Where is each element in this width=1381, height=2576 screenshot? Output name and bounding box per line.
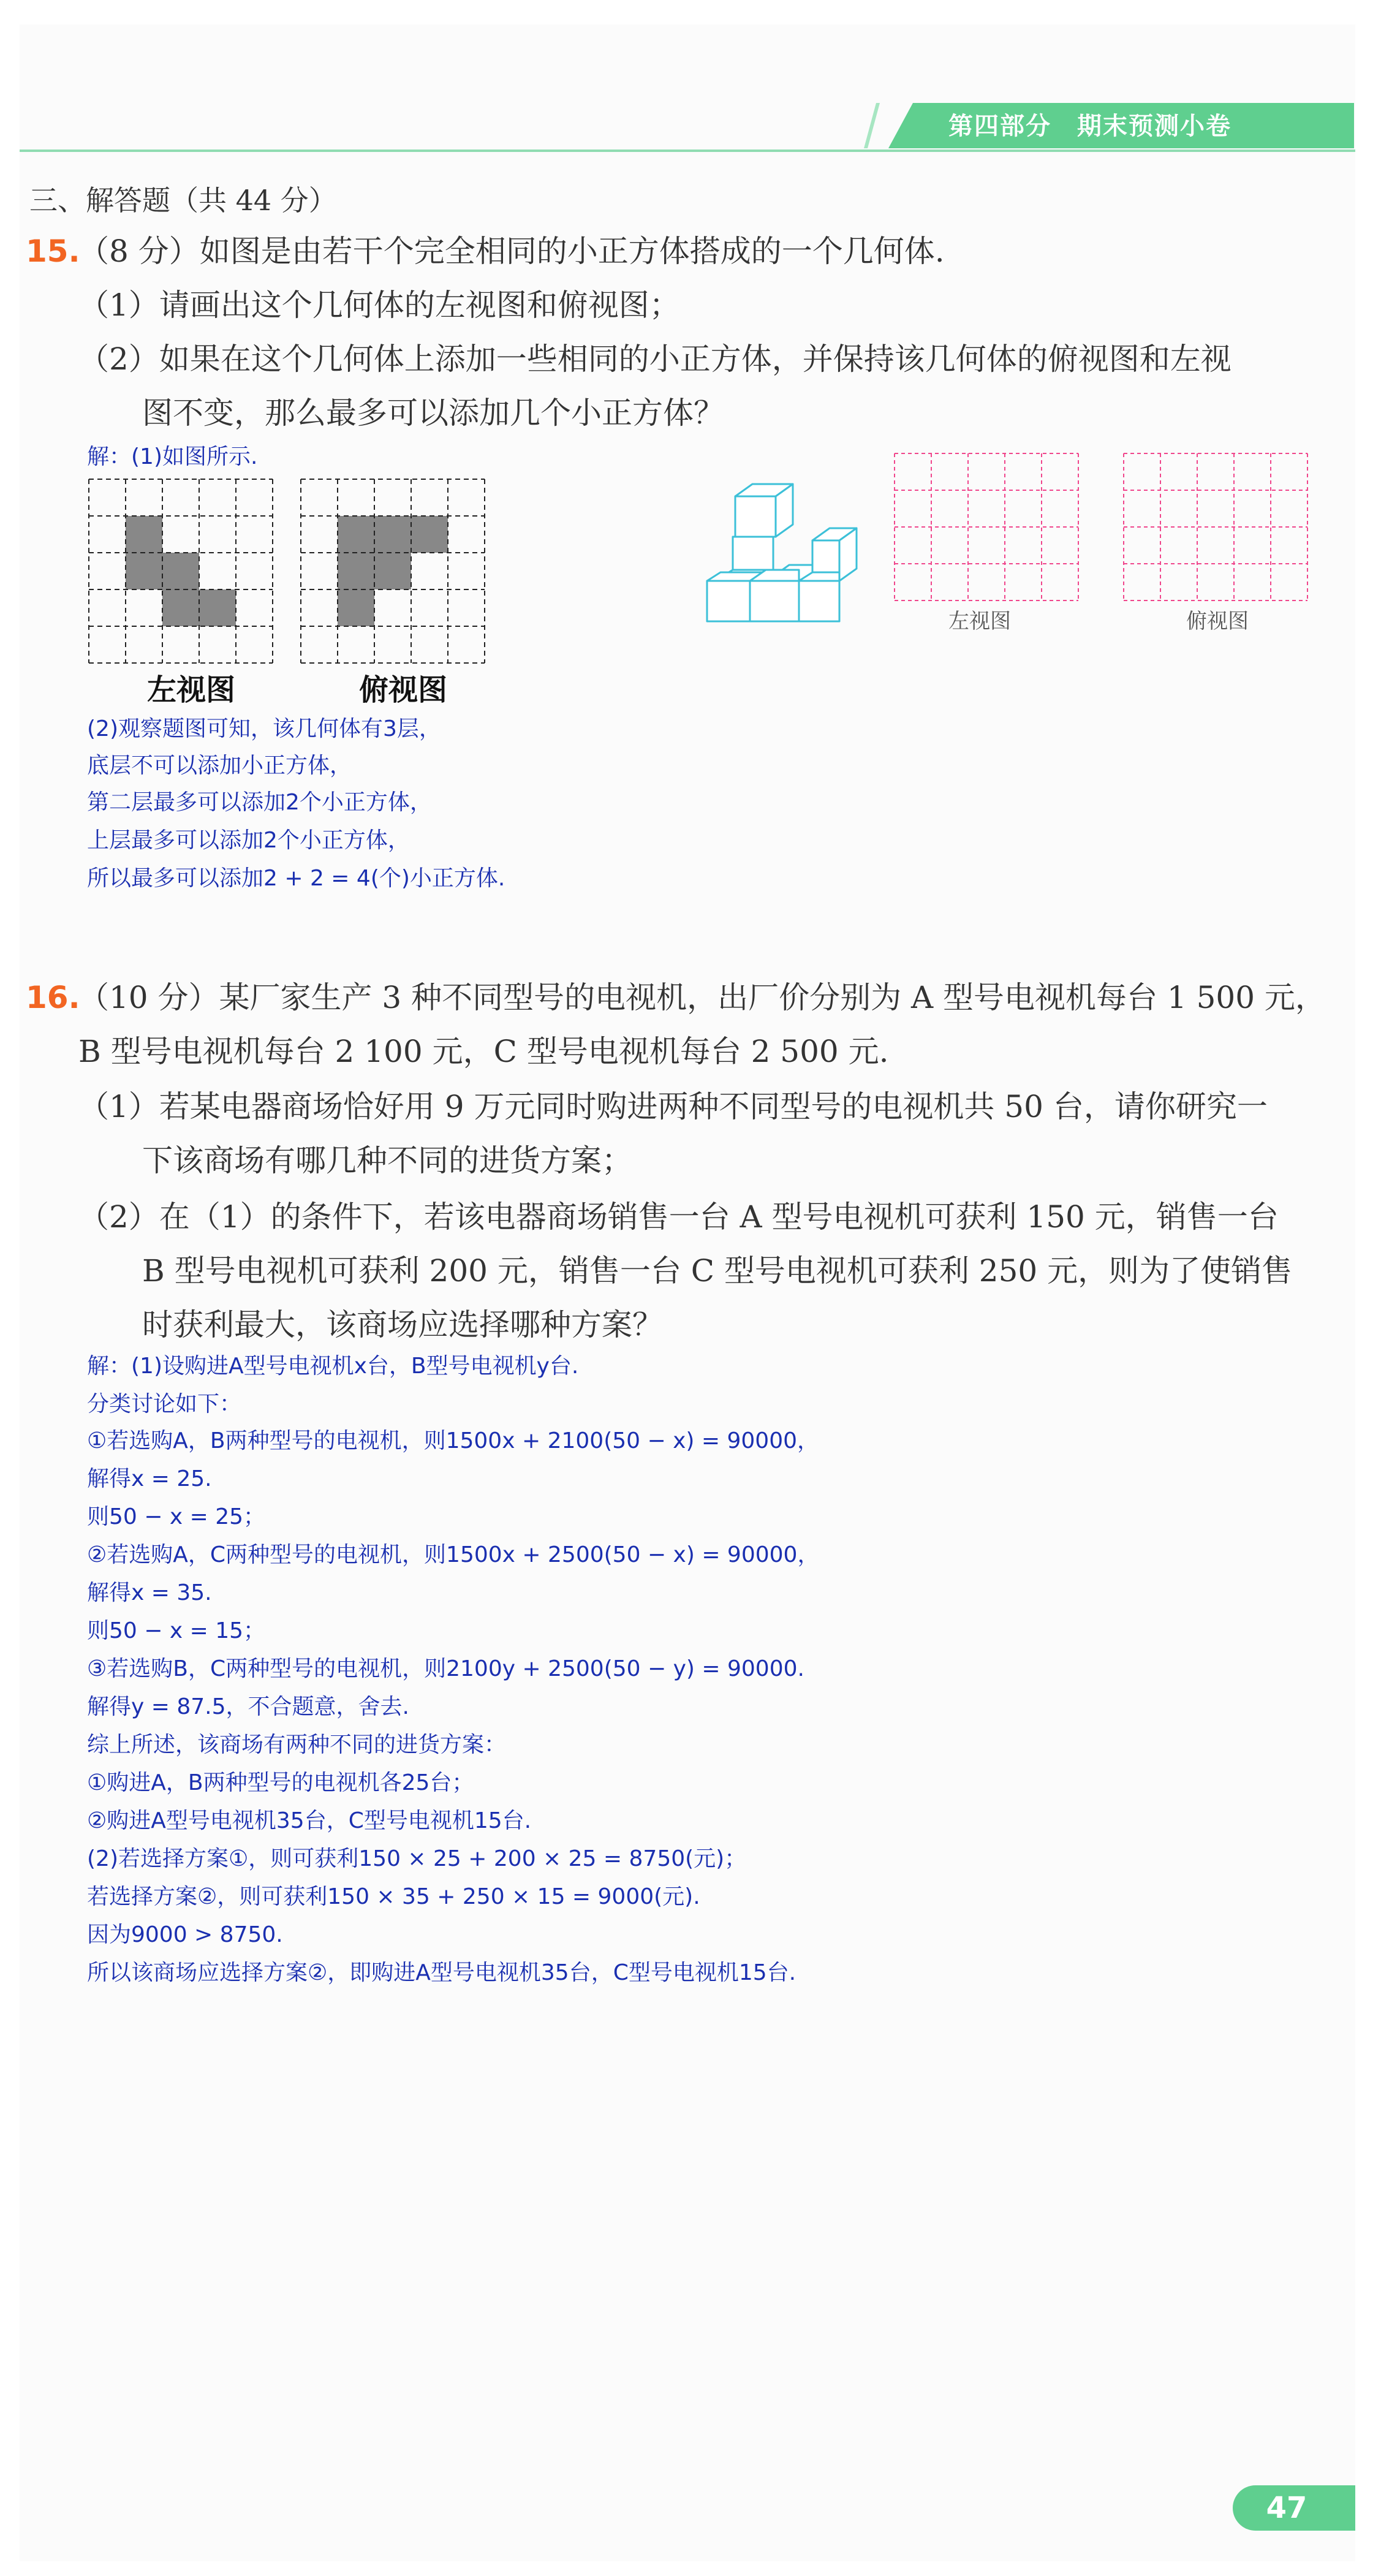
answer-left-view-grid (86, 478, 276, 668)
cube-figure (705, 478, 864, 643)
question-left-view-label: 左视图 (948, 609, 1011, 634)
q16-answer-line: 分类讨论如下： (87, 1392, 242, 1417)
q15-answer-line-1: 解：(1)如图所示. (87, 444, 258, 469)
left-view-cell (126, 516, 162, 553)
q15-part2-line2: 图不变，那么最多可以添加几个小正方体？ (142, 395, 724, 431)
answer-top-view-label: 俯视图 (359, 673, 448, 707)
q16-answer-line: ③若选购B，C两种型号的电视机，则2100y + 2500(50 − y) = 90000. (87, 1656, 804, 1681)
q16-stem-line1: （10 分）某厂家生产 3 种不同型号的电视机，出厂价分别为 A 型号电视机每台 1 500 元， (78, 980, 1326, 1015)
top-view-cell (374, 516, 411, 553)
question-top-view-grid (1121, 451, 1311, 604)
q16-number: 16. (26, 980, 80, 1015)
q16-part2-line1: （2）在（1）的条件下，若该电器商场销售一台 A 型号电视机可获利 150 元，销售一台 (78, 1199, 1279, 1235)
header-divider (20, 150, 1355, 152)
answer-top-view-grid (298, 478, 488, 668)
q16-part1-line2: 下该商场有哪几种不同的进货方案； (142, 1143, 632, 1178)
q16-answer-line: (2)若选择方案①，则可获利150 × 25 + 200 × 25 = 8750(元)； (87, 1846, 747, 1871)
top-view-cell (338, 516, 374, 553)
q16-answer-line: 则50 − x = 15； (87, 1618, 266, 1643)
q16-part1-line1: （1）若某电器商场恰好用 9 万元同时购进两种不同型号的电视机共 50 台，请你研究一 (78, 1089, 1268, 1124)
q16-answer-line: 若选择方案②，则可获利150 × 35 + 250 × 15 = 9000(元). (87, 1884, 700, 1909)
q16-part2-line3: 时获利最大，该商场应选择哪种方案？ (142, 1307, 663, 1343)
question-left-view-grid (892, 451, 1082, 604)
left-view-cell (126, 553, 162, 589)
answer-left-view-label: 左视图 (147, 673, 236, 707)
top-view-cell (338, 589, 374, 626)
top-view-cell (374, 553, 411, 589)
q15-answer-line: (2)观察题图可知，该几何体有3层， (87, 716, 441, 741)
q16-answer-line: 所以该商场应选择方案②，即购进A型号电视机35台，C型号电视机15台. (87, 1960, 796, 1985)
q15-part2-line1: （2）如果在这个几何体上添加一些相同的小正方体，并保持该几何体的俯视图和左视 (78, 341, 1232, 377)
section-title: 三、解答题（共 44 分） (29, 184, 337, 217)
top-view-cell (411, 516, 448, 553)
q16-answer-line: 则50 − x = 25； (87, 1504, 266, 1529)
q16-answer-line: 解得x = 35. (87, 1580, 212, 1605)
q16-answer-line: 综上所述，该商场有两种不同的进货方案： (87, 1732, 507, 1757)
q15-part1: （1）请画出这个几何体的左视图和俯视图； (78, 287, 680, 323)
q15-answer-line: 所以最多可以添加2 + 2 = 4(个)小正方体. (87, 866, 505, 891)
q16-answer-line: 解：(1)设购进A型号电视机x台，B型号电视机y台. (87, 1354, 579, 1379)
left-view-cell (199, 589, 236, 626)
q15-answer-line: 第二层最多可以添加2个小正方体， (87, 790, 432, 815)
q15-answer-line: 底层不可以添加小正方体， (87, 753, 352, 778)
q16-stem-line2: B 型号电视机每台 2 100 元，C 型号电视机每台 2 500 元. (78, 1034, 889, 1069)
header-section-title: 第四部分 期末预测小卷 (948, 112, 1232, 140)
q16-answer-line: ①购进A，B两种型号的电视机各25台； (87, 1770, 474, 1795)
question-top-view-label: 俯视图 (1186, 609, 1249, 634)
q16-answer-line: 解得y = 87.5，不合题意，舍去. (87, 1694, 409, 1719)
q16-answer-line: 因为9000 > 8750. (87, 1922, 283, 1947)
q16-answer-line: ①若选购A，B两种型号的电视机，则1500x + 2100(50 − x) = 90000， (87, 1428, 820, 1453)
q15-answer-line: 上层最多可以添加2个小正方体， (87, 828, 410, 853)
q16-answer-line: ②购进A型号电视机35台，C型号电视机15台. (87, 1808, 532, 1833)
q15-number: 15. (26, 233, 80, 269)
top-view-cell (338, 553, 374, 589)
q16-part2-line2: B 型号电视机可获利 200 元，销售一台 C 型号电视机可获利 250 元，则为了使销售 (142, 1253, 1293, 1289)
q15-stem: （8 分）如图是由若干个完全相同的小正方体搭成的一个几何体. (78, 233, 945, 269)
left-view-cell (162, 553, 199, 589)
page-number: 47 (1266, 2491, 1307, 2525)
left-view-cell (162, 589, 199, 626)
q16-answer-line: 解得x = 25. (87, 1466, 212, 1491)
q16-answer-line: ②若选购A，C两种型号的电视机，则1500x + 2500(50 − x) = 90000， (87, 1542, 820, 1567)
